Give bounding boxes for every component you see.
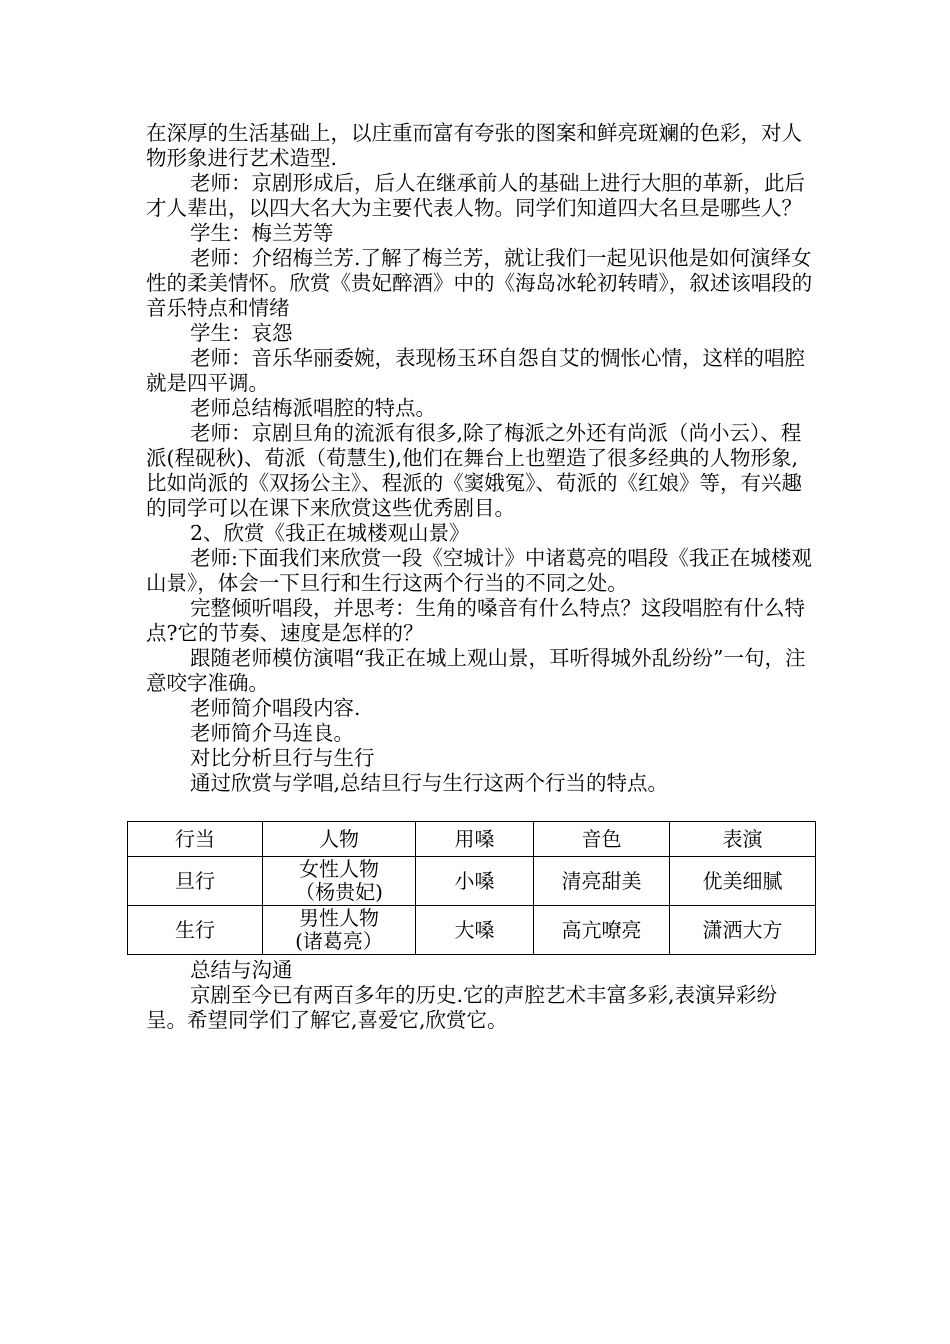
renwu-line-1: 女性人物 xyxy=(299,857,379,881)
paragraph-11: 完整倾听唱段，并思考：生角的嗓音有什么特点？这段唱腔有什么特点?它的节奏、速度是怎样的？ xyxy=(146,596,805,645)
paragraph-12: 跟随老师模仿演唱“我正在城上观山景，耳听得城外乱纷纷”一句，注意咬字准确。 xyxy=(146,646,806,695)
renwu-line-2: (诸葛亮） xyxy=(295,929,383,953)
comparison-table xyxy=(127,821,816,955)
body-text-top xyxy=(146,121,816,796)
paragraph-closing: 京剧至今已有两百多年的历史.它的声腔艺术丰富多彩,表演异彩纷呈。希望同学们了解它,喜爱它,欣赏它。 xyxy=(146,983,778,1032)
table-cell-yinse: 清亮甜美 xyxy=(534,857,670,906)
paragraph-4: 老师：介绍梅兰芳.了解了梅兰芳，就让我们一起见识他是如何演绎女性的柔美情怀。欣赏《贵妃醉酒》中的《海岛冰轮初转晴》，叙述该唱段的音乐特点和情绪 xyxy=(146,246,813,320)
paragraph-1: 在深厚的生活基础上，以庄重而富有夸张的图案和鲜亮斑斓的色彩，对人物形象进行艺术造型. xyxy=(146,121,802,170)
body-text-bottom xyxy=(146,958,816,1033)
paragraph-7: 老师总结梅派唱腔的特点。 xyxy=(190,396,436,420)
table-cell-renwu xyxy=(263,906,416,955)
paragraph-2: 老师：京剧形成后，后人在继承前人的基础上进行大胆的革新，此后才人辈出，以四大名大为主要代表人物。同学们知道四大名旦是哪些人？ xyxy=(146,171,805,220)
table-header-cell: 用嗓 xyxy=(416,822,534,857)
paragraph-14: 老师简介马连良。 xyxy=(190,721,354,745)
renwu-line-1: 男性人物 xyxy=(299,906,379,930)
table-cell-hangdang: 旦行 xyxy=(128,857,263,906)
section-heading-summary: 总结与沟通 xyxy=(190,958,293,982)
paragraph-8: 老师：京剧旦角的流派有很多,除了梅派之外还有尚派（尚小云）、程派(程砚秋)、荀派（荀慧生),他们在舞台上也塑造了很多经典的人物形象,比如尚派的《双扬公主》、程派的《窦娥冤》、荀派的《红娘》等，有兴趣的同学可以在课下来欣赏这些优秀剧目。 xyxy=(146,421,802,520)
section-heading-2: 2、欣赏《我正在城楼观山景》 xyxy=(190,521,470,545)
table-cell-hangdang: 生行 xyxy=(128,906,263,955)
table-row xyxy=(128,857,816,906)
table-cell-yongsang: 大嗓 xyxy=(416,906,534,955)
paragraph-15: 对比分析旦行与生行 xyxy=(190,746,375,770)
table-row xyxy=(128,906,816,955)
table-header-cell: 行当 xyxy=(128,822,263,857)
table-cell-yongsang: 小嗓 xyxy=(416,857,534,906)
table-cell-yinse: 高亢嘹亮 xyxy=(534,906,670,955)
table-header-cell: 人物 xyxy=(263,822,416,857)
table-header-cell: 表演 xyxy=(670,822,816,857)
table-cell-renwu xyxy=(263,857,416,906)
paragraph-5: 学生：哀怨 xyxy=(190,321,293,345)
paragraph-3: 学生：梅兰芳等 xyxy=(190,221,334,245)
table-header-cell: 音色 xyxy=(534,822,670,857)
paragraph-6: 老师：音乐华丽委婉，表现杨玉环自怨自艾的惆怅心情，这样的唱腔就是四平调。 xyxy=(146,346,805,395)
table-header-row xyxy=(128,822,816,857)
paragraph-13: 老师简介唱段内容. xyxy=(190,696,361,720)
table-cell-biaoyan: 潇洒大方 xyxy=(670,906,816,955)
table-cell-biaoyan: 优美细腻 xyxy=(670,857,816,906)
paragraph-16: 通过欣赏与学唱,总结旦行与生行这两个行当的特点。 xyxy=(190,771,669,795)
renwu-line-2: （杨贵妃) xyxy=(295,880,383,904)
paragraph-10: 老师:下面我们来欣赏一段《空城计》中诸葛亮的唱段《我正在城楼观山景》，体会一下旦行和生行这两个行当的不同之处。 xyxy=(146,546,812,595)
